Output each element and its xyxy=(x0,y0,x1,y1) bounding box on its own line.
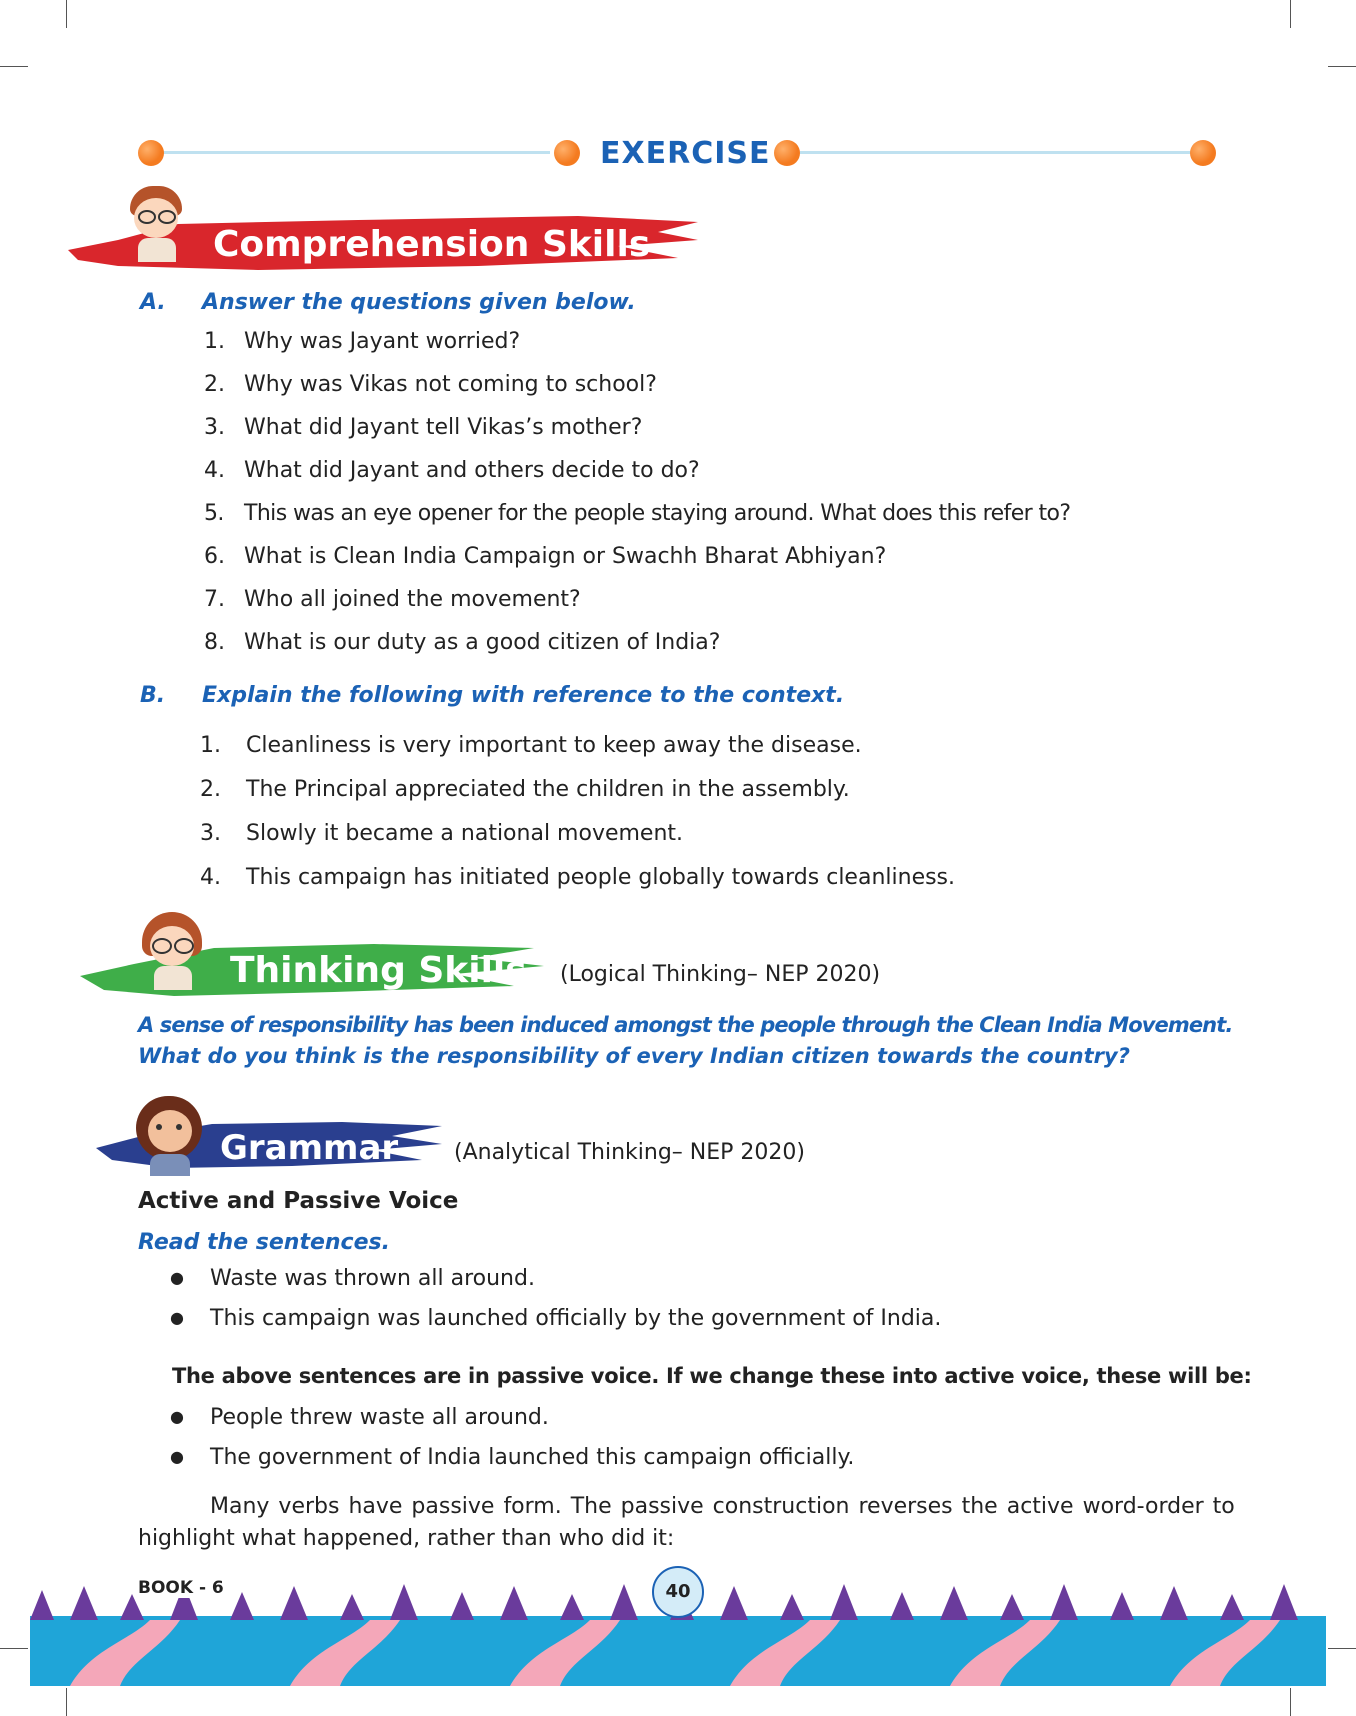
question-text: Why was Vikas not coming to school? xyxy=(244,372,657,397)
question-text: Why was Jayant worried? xyxy=(244,329,521,354)
bullet-text: This campaign was launched officially by the government of India. xyxy=(210,1306,942,1331)
question-number: 4. xyxy=(204,458,225,483)
question-number: 1. xyxy=(204,329,225,354)
question-text: This was an eye opener for the people staying around. What does this refer to? xyxy=(244,501,1071,526)
bullet-icon: ● xyxy=(170,1407,184,1426)
comprehension-title: Comprehension Skills xyxy=(213,224,651,265)
crop-mark xyxy=(1290,1688,1291,1716)
question-number: 5. xyxy=(204,501,224,526)
page-number: 40 xyxy=(665,1581,691,1602)
crop-mark xyxy=(1328,1648,1356,1649)
section-a-letter: A. xyxy=(140,290,166,315)
bullet-icon: ● xyxy=(170,1268,184,1287)
bullet-text: Waste was thrown all around. xyxy=(210,1266,535,1291)
bullet-icon: ● xyxy=(170,1447,184,1466)
context-item xyxy=(200,777,850,802)
section-b-instruction: Explain the following with reference to the context. xyxy=(202,683,845,708)
question-number: 2. xyxy=(204,372,225,397)
item-text: Slowly it became a national movement. xyxy=(246,821,684,846)
item-number: 1. xyxy=(200,733,221,758)
item-number: 2. xyxy=(200,777,221,802)
girl-character-icon xyxy=(136,906,208,992)
question-item xyxy=(204,458,700,483)
question-item xyxy=(204,501,1070,526)
question-number: 6. xyxy=(204,544,225,569)
question-item xyxy=(204,415,642,440)
context-item xyxy=(200,821,683,846)
question-item xyxy=(204,372,657,397)
paragraph-line2: highlight what happened, rather than who did it: xyxy=(138,1526,675,1551)
crop-mark xyxy=(1328,66,1356,67)
crop-mark xyxy=(1290,0,1291,28)
bullet-item xyxy=(170,1266,535,1291)
boy-character-icon xyxy=(120,182,192,264)
question-number: 7. xyxy=(204,587,225,612)
question-text: What did Jayant tell Vikas’s mother? xyxy=(244,415,643,440)
thinking-prompt-line1: A sense of responsibility has been induced amongst the people through the Clean India Movement. xyxy=(138,1013,1233,1037)
orange-dot-icon xyxy=(774,140,800,166)
grammar-subheading: Active and Passive Voice xyxy=(138,1188,459,1214)
paragraph-line1: Many verbs have passive form. The passive construction reverses the active word-order to xyxy=(210,1494,1235,1519)
orange-dot-icon xyxy=(554,140,580,166)
exercise-title: EXERCISE xyxy=(600,136,771,171)
crop-mark xyxy=(66,1688,67,1716)
question-number: 8. xyxy=(204,630,225,655)
section-b-letter: B. xyxy=(140,683,166,708)
bullet-icon: ● xyxy=(170,1308,184,1327)
question-text: What did Jayant and others decide to do? xyxy=(244,458,700,483)
question-item xyxy=(204,329,520,354)
girl-character-icon xyxy=(132,1092,206,1176)
orange-dot-icon xyxy=(1190,140,1216,166)
orange-dot-icon xyxy=(138,140,164,166)
book-label: BOOK - 6 xyxy=(138,1578,228,1598)
comprehension-banner xyxy=(58,180,708,290)
crop-mark xyxy=(66,0,67,28)
grammar-note: (Analytical Thinking– NEP 2020) xyxy=(454,1140,805,1165)
crop-mark xyxy=(0,1648,28,1649)
question-item xyxy=(204,587,581,612)
context-item xyxy=(200,733,862,758)
page-number-badge xyxy=(652,1566,704,1618)
header-rule-right xyxy=(800,151,1200,154)
bullet-text: The government of India launched this campaign officially. xyxy=(210,1445,855,1470)
item-text: The Principal appreciated the children in the assembly. xyxy=(246,777,850,802)
grammar-explanation: The above sentences are in passive voice. If we change these into active voice, these will be: xyxy=(172,1364,1252,1388)
thinking-title: Thinking Skills xyxy=(230,950,527,991)
item-text: Cleanliness is very important to keep away the disease. xyxy=(246,733,862,758)
bullet-item xyxy=(170,1306,941,1331)
thinking-banner xyxy=(74,900,554,1010)
context-item xyxy=(200,865,955,890)
question-text: What is Clean India Campaign or Swachh Bharat Abhiyan? xyxy=(244,544,887,569)
crop-mark xyxy=(0,66,28,67)
header-rule-left xyxy=(150,151,550,154)
grammar-banner xyxy=(92,1084,452,1184)
item-number: 3. xyxy=(200,821,221,846)
question-item xyxy=(204,630,720,655)
question-text: What is our duty as a good citizen of India? xyxy=(244,630,721,655)
grammar-title: Grammar xyxy=(220,1128,399,1168)
question-number: 3. xyxy=(204,415,225,440)
question-text: Who all joined the movement? xyxy=(244,587,581,612)
bullet-item xyxy=(170,1405,549,1430)
thinking-note: (Logical Thinking– NEP 2020) xyxy=(560,962,881,987)
question-item xyxy=(204,544,886,569)
grammar-instruction: Read the sentences. xyxy=(138,1230,390,1255)
section-a-instruction: Answer the questions given below. xyxy=(202,290,636,315)
item-number: 4. xyxy=(200,865,221,890)
item-text: This campaign has initiated people globally towards cleanliness. xyxy=(246,865,956,890)
exercise-header xyxy=(130,136,1230,170)
thinking-prompt-line2: What do you think is the responsibility of every Indian citizen towards the country? xyxy=(138,1044,1130,1068)
bullet-text: People threw waste all around. xyxy=(210,1405,549,1430)
bullet-item xyxy=(170,1445,854,1470)
